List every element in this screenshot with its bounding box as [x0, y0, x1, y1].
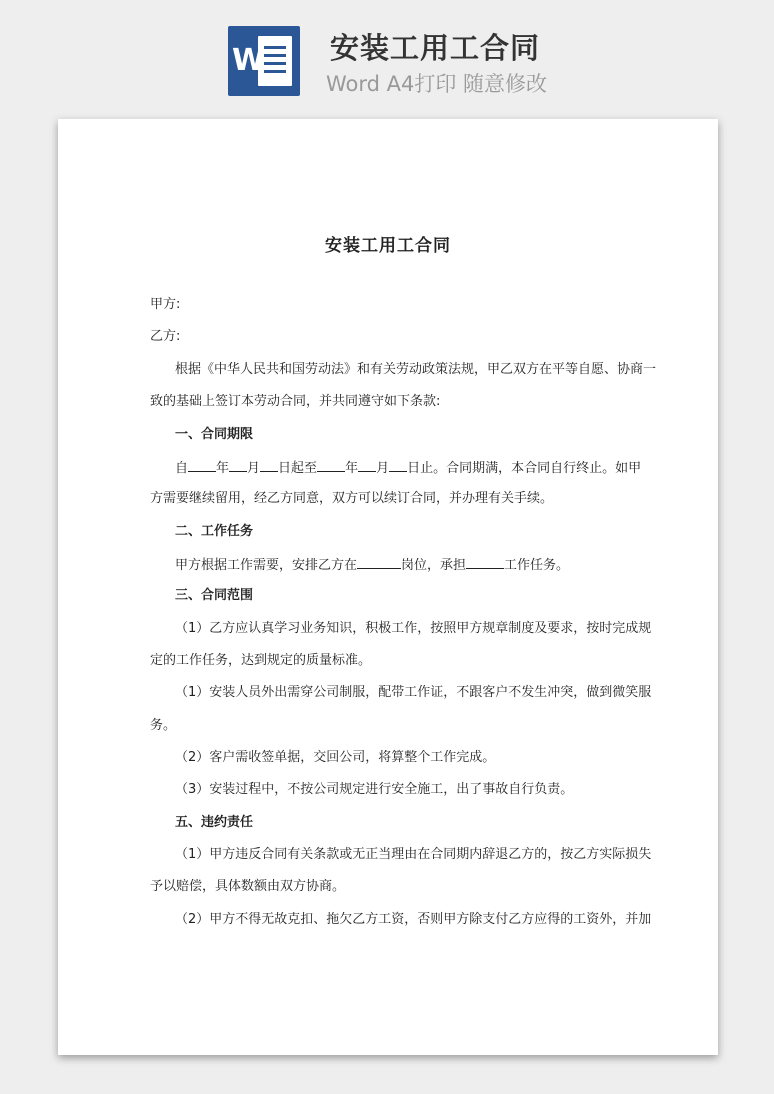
section-5-heading: 五、违约责任 [175, 815, 254, 830]
section-3-item-1-line-1: （1）乙方应认真学习业务知识，积极工作，按照甲方规章制度及要求，按时完成规 [175, 621, 652, 636]
section-3-item-1-line-2: 定的工作任务，达到规定的质量标准。 [150, 653, 372, 668]
section-1-paragraph-line-1: 自 年 月 日起至 年 月 日止。合同期满，本合同自行终止。如甲 [175, 457, 655, 479]
intro-line-2: 致的基础上签订本劳动合同，并共同遵守如下条款: [150, 394, 441, 409]
section-3-item-2-line-2: 务。 [150, 718, 177, 733]
section-5-item-1-line-2: 予以赔偿，具体数额由双方协商。 [150, 879, 346, 894]
section-1-paragraph-line-2: 方需要继续留用，经乙方同意，双方可以续订合同，并办理有关手续。 [150, 491, 554, 506]
section-3-item-4: （3）安装过程中，不按公司规定进行安全施工，出了事故自行负责。 [175, 782, 574, 797]
section-5-item-2-line-1: （2）甲方不得无故克扣、拖欠乙方工资，否则甲方除支付乙方应得的工资外，并加 [175, 912, 652, 927]
header [0, 0, 774, 118]
header-title: 安装工用工合同 [330, 31, 541, 65]
section-1-heading: 一、合同期限 [175, 427, 254, 442]
word-icon-letter: W [232, 43, 266, 78]
intro-line-1: 根据《中华人民共和国劳动法》和有关劳动政策法规，甲乙双方在平等自愿、协商一 [175, 362, 657, 377]
word-icon [228, 26, 300, 96]
document-page [58, 119, 718, 1055]
section-3-item-3: （2）客户需收签单据，交回公司，将算整个工作完成。 [175, 750, 496, 765]
section-2-heading: 二、工作任务 [175, 524, 254, 539]
party-a-line: 甲方: [150, 297, 181, 312]
document-title: 安装工用工合同 [325, 236, 451, 256]
section-5-item-1-line-1: （1）甲方违反合同有关条款或无正当理由在合同期内辞退乙方的，按乙方实际损失 [175, 847, 652, 862]
header-subtitle: Word A4打印 随意修改 [326, 72, 548, 96]
section-2-paragraph: 甲方根据工作需要，安排乙方在 岗位，承担 工作任务。 [175, 554, 655, 576]
party-b-line: 乙方: [150, 329, 181, 344]
section-3-item-2-line-1: （1）安装人员外出需穿公司制服，配带工作证，不跟客户不发生冲突，做到微笑服 [175, 685, 652, 700]
section-3-heading: 三、合同范围 [175, 588, 254, 603]
